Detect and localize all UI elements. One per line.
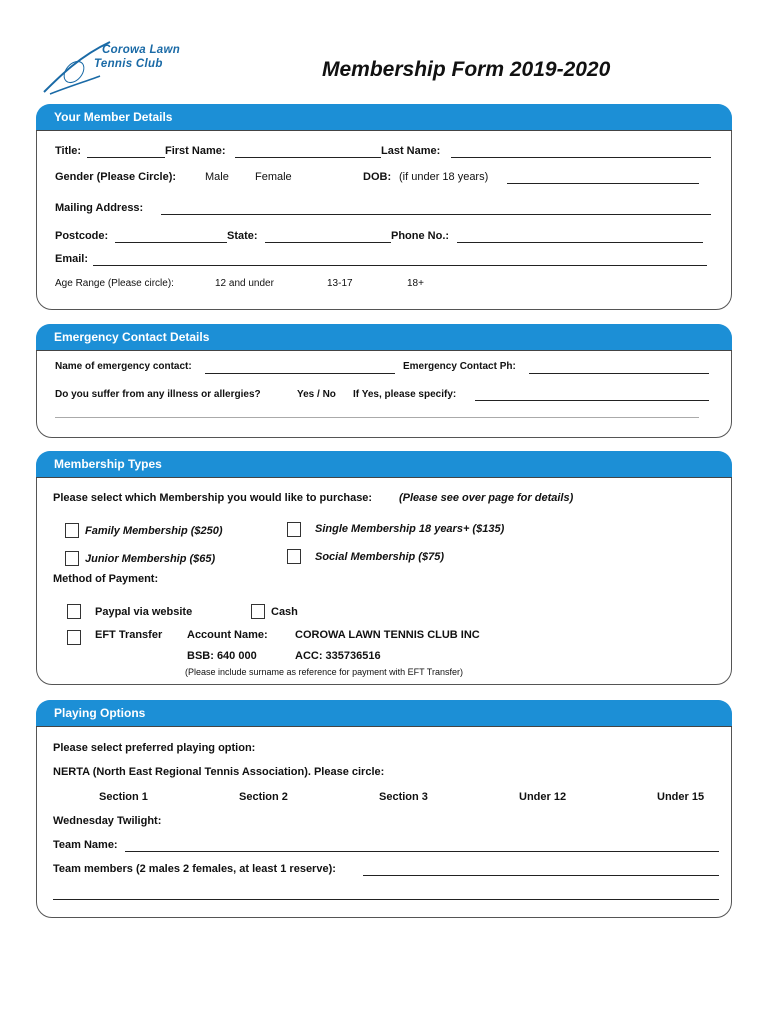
membership-section [36, 451, 732, 685]
team-members-label: Team members (2 males 2 females, at least 1 reserve): [53, 863, 336, 875]
cash-checkbox[interactable] [251, 604, 265, 619]
logo-line-1: Corowa Lawn [102, 44, 181, 56]
single-membership-label: Single Membership 18 years+ ($135) [315, 523, 505, 535]
payment-method-label: Method of Payment: [53, 573, 159, 585]
age-range-label: Age Range (Please circle): [55, 278, 174, 289]
last-name-label: Last Name: [381, 145, 441, 157]
club-logo [40, 36, 190, 98]
first-name-field[interactable] [235, 157, 381, 158]
nerta-label: NERTA (North East Regional Tennis Association). Please circle: [53, 766, 385, 778]
gender-male[interactable]: Male [205, 171, 229, 183]
team-members-field-line-2[interactable] [53, 899, 719, 900]
playing-prompt: Please select preferred playing option: [53, 742, 256, 754]
cash-label: Cash [271, 606, 298, 618]
member-details-section [36, 104, 732, 310]
logo-line-2: Tennis Club [94, 58, 163, 70]
page-title: Membership Form 2019-2020 [322, 58, 611, 81]
specify-field[interactable] [475, 400, 709, 401]
team-name-field[interactable] [125, 851, 719, 852]
emergency-phone-label: Emergency Contact Ph: [403, 361, 516, 372]
playing-options-section [36, 700, 732, 918]
phone-field[interactable] [457, 242, 703, 243]
age-18-plus[interactable]: 18+ [407, 278, 424, 289]
account-name-value: COROWA LAWN TENNIS CLUB INC [295, 629, 480, 641]
team-name-label: Team Name: [53, 839, 118, 851]
membership-header: Membership Types [36, 451, 732, 478]
paypal-checkbox[interactable] [67, 604, 81, 619]
family-membership-label: Family Membership ($250) [85, 525, 223, 537]
emergency-name-field[interactable] [205, 373, 395, 374]
junior-membership-checkbox[interactable] [65, 551, 79, 566]
specify-label: If Yes, please specify: [353, 389, 457, 400]
paypal-label: Paypal via website [95, 606, 193, 618]
gender-female[interactable]: Female [255, 171, 292, 183]
illness-label: Do you suffer from any illness or allergies? [55, 389, 261, 400]
postcode-label: Postcode: [55, 230, 109, 242]
state-field[interactable] [265, 242, 391, 243]
dob-field[interactable] [507, 183, 699, 184]
twilight-label: Wednesday Twilight: [53, 815, 162, 827]
email-field[interactable] [93, 265, 707, 266]
eft-label: EFT Transfer [95, 629, 163, 641]
mailing-address-label: Mailing Address: [55, 202, 144, 214]
dob-label: DOB: [363, 171, 392, 183]
playing-options-header: Playing Options [36, 700, 732, 727]
bsb-value: BSB: 640 000 [187, 650, 257, 662]
junior-membership-label: Junior Membership ($65) [85, 553, 216, 565]
membership-prompt: Please select which Membership you would like to purchase: [53, 492, 373, 504]
last-name-field[interactable] [451, 157, 711, 158]
specify-field-line-2[interactable] [55, 417, 699, 418]
age-12-under[interactable]: 12 and under [215, 278, 274, 289]
social-membership-label: Social Membership ($75) [315, 551, 444, 563]
team-members-field[interactable] [363, 875, 719, 876]
emergency-section [36, 324, 732, 438]
member-details-header: Your Member Details [36, 104, 732, 131]
nerta-under-12[interactable]: Under 12 [519, 791, 567, 803]
first-name-label: First Name: [165, 145, 226, 157]
email-label: Email: [55, 253, 89, 265]
dob-note: (if under 18 years) [399, 171, 489, 183]
postcode-field[interactable] [115, 242, 227, 243]
eft-note: (Please include surname as reference for payment with EFT Transfer) [185, 667, 463, 677]
title-field[interactable] [87, 157, 165, 158]
emergency-name-label: Name of emergency contact: [55, 361, 192, 372]
age-13-17[interactable]: 13-17 [327, 278, 353, 289]
acc-value: ACC: 335736516 [295, 650, 381, 662]
gender-label: Gender (Please Circle): [55, 171, 177, 183]
nerta-under-15[interactable]: Under 15 [657, 791, 705, 803]
membership-prompt-note: (Please see over page for details) [399, 492, 574, 504]
title-label: Title: [55, 145, 82, 157]
phone-label: Phone No.: [391, 230, 450, 242]
family-membership-checkbox[interactable] [65, 523, 79, 538]
mailing-address-field[interactable] [161, 214, 711, 215]
social-membership-checkbox[interactable] [287, 549, 301, 564]
emergency-header: Emergency Contact Details [36, 324, 732, 351]
emergency-phone-field[interactable] [529, 373, 709, 374]
single-membership-checkbox[interactable] [287, 522, 301, 537]
nerta-section-2[interactable]: Section 2 [239, 791, 288, 803]
nerta-section-1[interactable]: Section 1 [99, 791, 148, 803]
illness-yes-no[interactable]: Yes / No [297, 389, 336, 400]
account-name-label: Account Name: [187, 629, 268, 641]
eft-checkbox[interactable] [67, 630, 81, 645]
state-label: State: [227, 230, 258, 242]
nerta-section-3[interactable]: Section 3 [379, 791, 428, 803]
